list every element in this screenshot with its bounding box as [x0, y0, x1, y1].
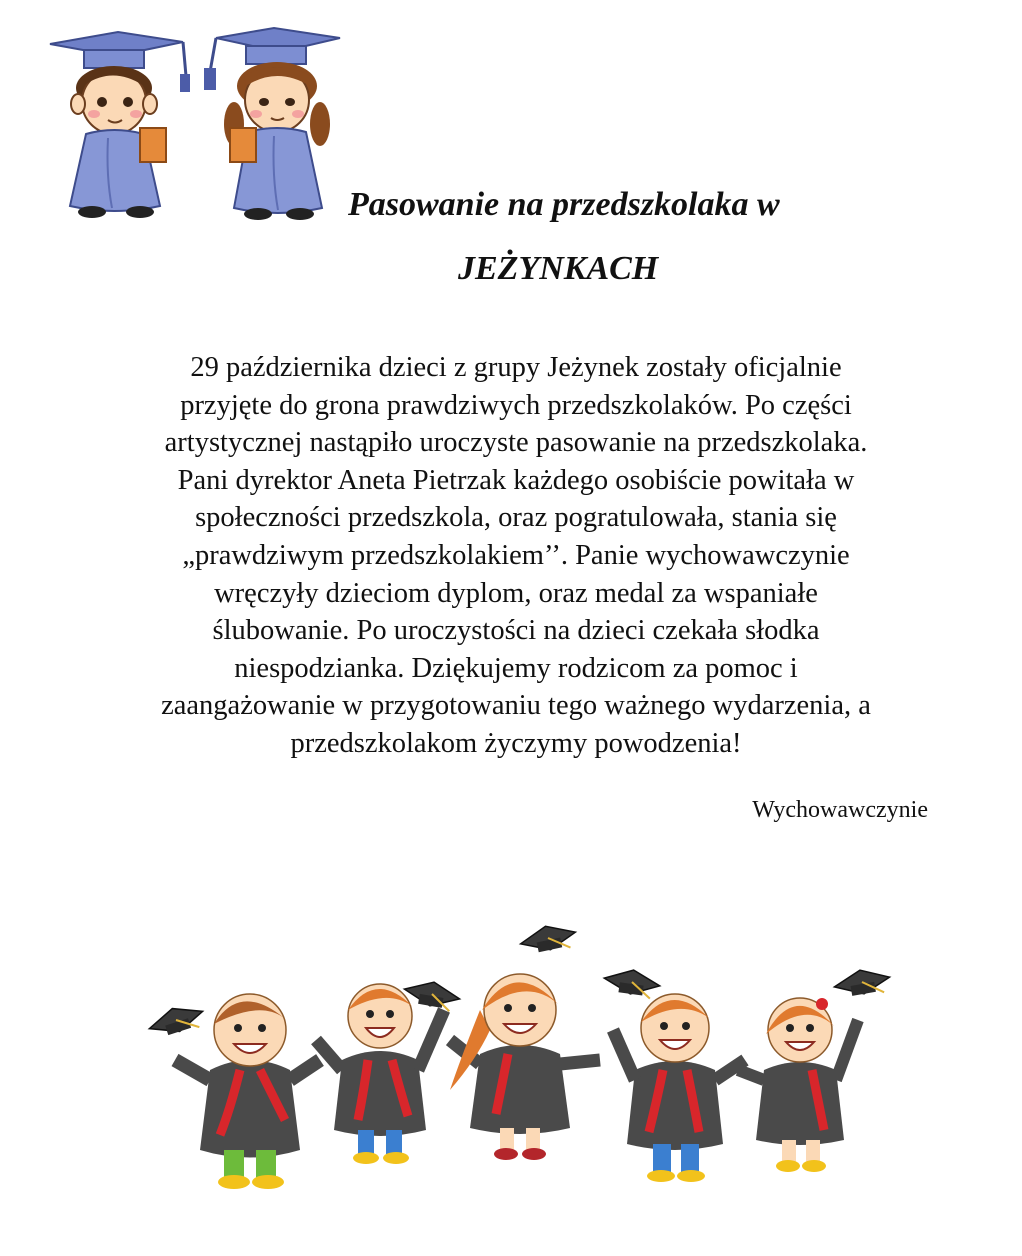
flying-cap-icon: [602, 966, 661, 1000]
body-line: artystycznej nastąpiło uroczyste pasowanie na przedszkolaka.: [164, 427, 868, 459]
jumping-graduates-illustration: [130, 890, 910, 1195]
body-line: przyjęte do grona prawdziwych przedszkolaków. Po części: [180, 389, 852, 421]
jumping-child-figure: [316, 984, 444, 1164]
graduate-girl-figure: [204, 28, 340, 220]
body-paragraph: [90, 349, 942, 763]
body-line: Pani dyrektor Aneta Pietrzak każdego osobiście powitała w: [177, 464, 855, 496]
body-line: 29 października dzieci z grupy Jeżynek zostały oficjalnie: [190, 352, 842, 383]
jumping-child-figure: [450, 974, 600, 1160]
jumping-child-figure: [613, 994, 745, 1182]
body-line: zaangażowanie w przygotowaniu tego ważnego wydarzenia, a: [161, 690, 871, 722]
flying-cap-icon: [518, 920, 578, 957]
signature: Wychowawczynie: [752, 797, 928, 823]
body-line: przedszkolakom życzymy powodzenia!: [290, 727, 742, 759]
two-graduate-children-illustration: [48, 26, 348, 222]
body-line: ślubowanie. Po uroczystości na dzieci czekała słodka: [212, 615, 820, 647]
flying-cap-icon: [146, 1000, 207, 1042]
graduate-boy-figure: [50, 32, 190, 218]
flying-cap-icon: [832, 965, 892, 1000]
document-title-line-1: Pasowanie na przedszkolaka w: [348, 186, 780, 223]
body-line: „prawdziwym przedszkolakiem’’. Panie wychowawczynie: [182, 539, 850, 571]
document-title-line-2: JEŻYNKACH: [458, 250, 659, 287]
body-line: wręczyły dzieciom dyplom, oraz medal za wspaniałe: [214, 577, 818, 609]
jumping-child-figure: [738, 998, 858, 1172]
body-line: społeczności przedszkola, oraz pogratulowała, stania się: [195, 502, 837, 534]
jumping-child-figure: [175, 994, 320, 1189]
body-line: niespodzianka. Dziękujemy rodzicom za pomoc i: [234, 652, 798, 684]
